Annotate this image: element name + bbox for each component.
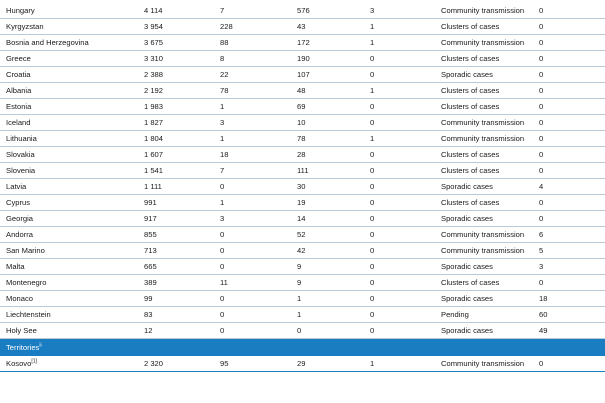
cases-cell: 3 675 xyxy=(144,38,164,47)
cases-cell: 1 804 xyxy=(144,134,164,143)
deaths-cell: 190 xyxy=(297,54,310,63)
deaths-cell: 43 xyxy=(297,22,306,31)
days-since-last-case-cell: 0 xyxy=(539,214,544,223)
cases-cell: 3 954 xyxy=(144,22,164,31)
days-since-last-case-cell: 0 xyxy=(539,278,544,287)
new-deaths-cell: 0 xyxy=(370,102,375,111)
days-since-last-case-cell: 0 xyxy=(539,150,544,159)
days-since-last-case-cell: 60 xyxy=(539,310,548,319)
table-row xyxy=(0,227,605,243)
new-cases-cell: 1 xyxy=(220,198,225,207)
cases-cell: 991 xyxy=(144,198,157,207)
cases-cell: 855 xyxy=(144,230,157,239)
deaths-cell: 19 xyxy=(297,198,306,207)
deaths-cell: 69 xyxy=(297,102,306,111)
cases-cell: 2 192 xyxy=(144,86,164,95)
table-row xyxy=(0,259,605,275)
transmission-cell: Community transmission xyxy=(441,38,525,47)
country-cell: Iceland xyxy=(6,118,31,127)
deaths-cell: 42 xyxy=(297,246,306,255)
deaths-cell: 78 xyxy=(297,134,306,143)
deaths-cell: 1 xyxy=(297,310,302,319)
new-deaths-cell: 0 xyxy=(370,182,375,191)
country-cell: Kyrgyzstan xyxy=(6,22,44,31)
country-cell: Montenegro xyxy=(6,278,47,287)
transmission-cell: Community transmission xyxy=(441,246,525,255)
new-deaths-cell: 0 xyxy=(370,310,375,319)
transmission-cell: Community transmission xyxy=(441,118,525,127)
country-cell: Estonia xyxy=(6,102,32,111)
country-cell: Slovakia xyxy=(6,150,35,159)
table-row xyxy=(0,115,605,131)
days-since-last-case-cell: 18 xyxy=(539,294,548,303)
table-row xyxy=(0,19,605,35)
days-since-last-case-cell: 6 xyxy=(539,230,544,239)
table-row xyxy=(0,99,605,115)
deaths-cell: 0 xyxy=(297,326,302,335)
days-since-last-case-cell: 0 xyxy=(539,22,544,31)
days-since-last-case-cell: 0 xyxy=(539,6,544,15)
days-since-last-case-cell: 0 xyxy=(539,198,544,207)
table-row xyxy=(0,195,605,211)
new-cases-cell: 8 xyxy=(220,54,225,63)
table-row xyxy=(0,131,605,147)
new-cases-cell: 0 xyxy=(220,294,225,303)
table-row xyxy=(0,147,605,163)
new-deaths-cell: 3 xyxy=(370,6,375,15)
new-cases-cell: 78 xyxy=(220,86,229,95)
new-cases-cell: 3 xyxy=(220,118,225,127)
table-row xyxy=(0,83,605,99)
deaths-cell: 28 xyxy=(297,150,306,159)
country-cell: Kosovo[1] xyxy=(6,358,37,368)
cases-cell: 713 xyxy=(144,246,157,255)
table-row xyxy=(0,291,605,307)
transmission-cell: Sporadic cases xyxy=(441,182,493,191)
deaths-cell: 111 xyxy=(297,166,309,175)
country-cell: Lithuania xyxy=(6,134,37,143)
transmission-cell: Clusters of cases xyxy=(441,198,500,207)
cases-cell: 83 xyxy=(144,310,153,319)
cases-cell: 1 111 xyxy=(144,182,162,191)
table-row xyxy=(0,179,605,195)
deaths-cell: 172 xyxy=(297,38,310,47)
days-since-last-case-cell: 0 xyxy=(539,86,544,95)
territories-label: Territories$^{ii}$ xyxy=(6,342,42,352)
transmission-cell: Pending xyxy=(441,310,469,319)
new-cases-cell: 95 xyxy=(220,359,229,368)
days-since-last-case-cell: 0 xyxy=(539,166,544,175)
country-cell: Andorra xyxy=(6,230,34,239)
new-deaths-cell: 1 xyxy=(370,38,375,47)
transmission-cell: Sporadic cases xyxy=(441,262,493,271)
new-cases-cell: 0 xyxy=(220,230,225,239)
territory-rows xyxy=(0,356,605,372)
table-row xyxy=(0,163,605,179)
new-cases-cell: 0 xyxy=(220,310,225,319)
table-row xyxy=(0,356,605,372)
new-cases-cell: 0 xyxy=(220,182,225,191)
new-deaths-cell: 0 xyxy=(370,198,375,207)
country-cell: Bosnia and Herzegovina xyxy=(6,38,89,47)
cases-cell: 12 xyxy=(144,326,153,335)
transmission-cell: Community transmission xyxy=(441,6,525,15)
deaths-cell: 1 xyxy=(297,294,302,303)
new-cases-cell: 1 xyxy=(220,134,225,143)
deaths-cell: 48 xyxy=(297,86,306,95)
country-cell: Croatia xyxy=(6,70,31,79)
transmission-cell: Sporadic cases xyxy=(441,70,493,79)
deaths-cell: 9 xyxy=(297,278,302,287)
new-cases-cell: 88 xyxy=(220,38,229,47)
deaths-cell: 30 xyxy=(297,182,306,191)
country-cell: Greece xyxy=(6,54,31,63)
country-cell: Monaco xyxy=(6,294,34,303)
new-cases-cell: 1 xyxy=(220,102,225,111)
table-row xyxy=(0,51,605,67)
table-row xyxy=(0,67,605,83)
table-row xyxy=(0,243,605,259)
new-deaths-cell: 0 xyxy=(370,230,375,239)
transmission-cell: Clusters of cases xyxy=(441,22,500,31)
deaths-cell: 52 xyxy=(297,230,306,239)
cases-cell: 665 xyxy=(144,262,157,271)
transmission-cell: Sporadic cases xyxy=(441,294,493,303)
days-since-last-case-cell: 0 xyxy=(539,102,544,111)
new-deaths-cell: 0 xyxy=(370,214,375,223)
transmission-cell: Clusters of cases xyxy=(441,102,500,111)
country-cell: Georgia xyxy=(6,214,34,223)
new-deaths-cell: 1 xyxy=(370,86,375,95)
deaths-cell: 14 xyxy=(297,214,306,223)
country-cell: Holy See xyxy=(6,326,37,335)
new-cases-cell: 0 xyxy=(220,262,225,271)
new-deaths-cell: 0 xyxy=(370,326,375,335)
transmission-cell: Sporadic cases xyxy=(441,214,493,223)
new-deaths-cell: 1 xyxy=(370,359,375,368)
table-row xyxy=(0,307,605,323)
new-deaths-cell: 0 xyxy=(370,54,375,63)
days-since-last-case-cell: 0 xyxy=(539,38,544,47)
days-since-last-case-cell: 3 xyxy=(539,262,544,271)
days-since-last-case-cell: 0 xyxy=(539,118,544,127)
days-since-last-case-cell: 4 xyxy=(539,182,544,191)
days-since-last-case-cell: 0 xyxy=(539,359,544,368)
new-cases-cell: 228 xyxy=(220,22,233,31)
new-deaths-cell: 0 xyxy=(370,118,375,127)
cases-cell: 917 xyxy=(144,214,157,223)
new-cases-cell: 3 xyxy=(220,214,225,223)
country-cell: San Marino xyxy=(6,246,45,255)
table-row xyxy=(0,211,605,227)
transmission-cell: Clusters of cases xyxy=(441,150,500,159)
territories-section-header xyxy=(0,339,605,356)
new-cases-cell: 0 xyxy=(220,326,225,335)
deaths-cell: 10 xyxy=(297,118,306,127)
new-deaths-cell: 0 xyxy=(370,166,375,175)
country-cell: Slovenia xyxy=(6,166,36,175)
cases-cell: 1 983 xyxy=(144,102,164,111)
transmission-cell: Community transmission xyxy=(441,134,525,143)
new-deaths-cell: 0 xyxy=(370,70,375,79)
new-cases-cell: 11 xyxy=(220,278,228,287)
transmission-cell: Community transmission xyxy=(441,359,525,368)
days-since-last-case-cell: 49 xyxy=(539,326,548,335)
transmission-cell: Clusters of cases xyxy=(441,54,500,63)
days-since-last-case-cell: 0 xyxy=(539,54,544,63)
new-deaths-cell: 1 xyxy=(370,22,375,31)
country-cell: Cyprus xyxy=(6,198,31,207)
table-row xyxy=(0,275,605,291)
new-cases-cell: 7 xyxy=(220,6,225,15)
cases-cell: 1 541 xyxy=(144,166,164,175)
transmission-cell: Clusters of cases xyxy=(441,86,500,95)
days-since-last-case-cell: 0 xyxy=(539,70,544,79)
country-cell: Malta xyxy=(6,262,25,271)
transmission-cell: Community transmission xyxy=(441,230,525,239)
new-deaths-cell: 0 xyxy=(370,278,375,287)
country-rows xyxy=(0,3,605,339)
deaths-cell: 107 xyxy=(297,70,310,79)
transmission-cell: Clusters of cases xyxy=(441,278,500,287)
table-row xyxy=(0,35,605,51)
country-data-table xyxy=(0,3,605,372)
transmission-cell: Sporadic cases xyxy=(441,326,493,335)
country-cell: Albania xyxy=(6,86,32,95)
new-deaths-cell: 0 xyxy=(370,294,375,303)
cases-cell: 2 388 xyxy=(144,70,164,79)
days-since-last-case-cell: 0 xyxy=(539,134,544,143)
cases-cell: 2 320 xyxy=(144,359,164,368)
new-deaths-cell: 0 xyxy=(370,262,375,271)
table-row xyxy=(0,3,605,19)
cases-cell: 3 310 xyxy=(144,54,164,63)
new-deaths-cell: 1 xyxy=(370,134,375,143)
new-deaths-cell: 0 xyxy=(370,246,375,255)
deaths-cell: 576 xyxy=(297,6,310,15)
new-cases-cell: 22 xyxy=(220,70,229,79)
new-cases-cell: 7 xyxy=(220,166,225,175)
days-since-last-case-cell: 5 xyxy=(539,246,544,255)
table-row xyxy=(0,323,605,339)
cases-cell: 1 607 xyxy=(144,150,164,159)
deaths-cell: 9 xyxy=(297,262,302,271)
country-cell: Hungary xyxy=(6,6,35,15)
new-cases-cell: 0 xyxy=(220,246,225,255)
transmission-cell: Clusters of cases xyxy=(441,166,500,175)
new-cases-cell: 18 xyxy=(220,150,229,159)
cases-cell: 1 827 xyxy=(144,118,164,127)
country-cell: Liechtenstein xyxy=(6,310,51,319)
deaths-cell: 29 xyxy=(297,359,306,368)
cases-cell: 389 xyxy=(144,278,157,287)
new-deaths-cell: 0 xyxy=(370,150,375,159)
cases-cell: 99 xyxy=(144,294,153,303)
country-cell: Latvia xyxy=(6,182,27,191)
cases-cell: 4 114 xyxy=(144,6,163,15)
